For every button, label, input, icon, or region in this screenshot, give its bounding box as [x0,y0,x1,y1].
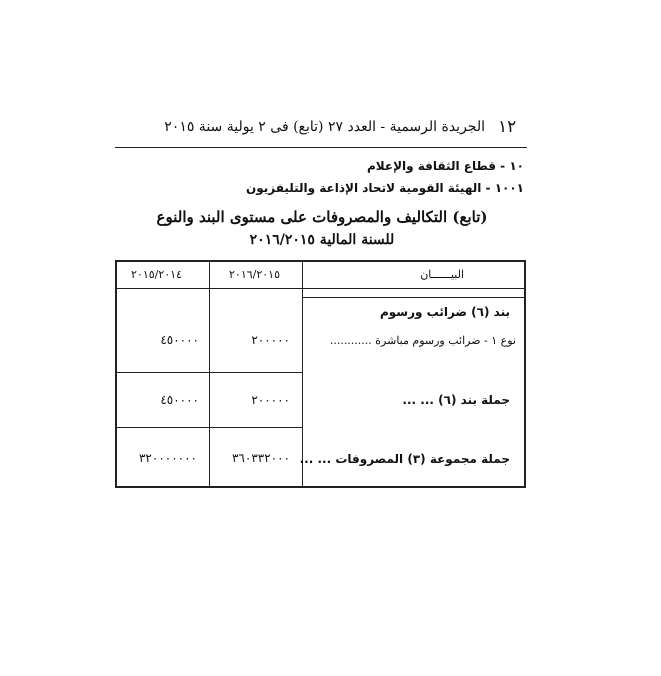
group-total-previous: ٣٢٠٠٠٠٠٠٠ [138,451,197,465]
expenditure-table [115,260,526,488]
page-number: ١٢ [498,117,517,137]
sector-heading: ١٠ - قطاع الثقافة والإعلام [366,159,524,173]
item-total-previous: ٤٥٠٠٠٠ [160,393,199,407]
item-heading: بند (٦) ضرائب ورسوم [379,305,510,319]
running-title: الجريدة الرسمية - العدد ٢٧ (تابع) فى ٢ يولية سنة ٢٠١٥ [164,119,485,135]
row-rule [117,427,303,428]
row-value-previous: ٤٥٠٠٠٠ [160,333,199,347]
column-divider [209,262,210,486]
row-label: نوع ١ - ضرائب ورسوم مباشرة ............ [329,334,516,347]
item-total-current: ٢٠٠٠٠٠ [251,393,290,407]
header-rule [115,147,527,148]
column-header-previous-year: ٢٠١٥/٢٠١٤ [131,268,182,281]
table-title: (تابع) التكاليف والمصروفات على مستوى البند والنوع [156,208,488,226]
column-header-current-year: ٢٠١٦/٢٠١٥ [229,268,280,281]
authority-heading: ١٠٠١ - الهيئة القومية لاتحاد الإذاعة والتليفزيون [245,181,524,195]
row-rule [117,372,303,373]
header-row-rule [117,288,524,289]
row-rule [302,297,524,298]
fiscal-year-subtitle: للسنة المالية ٢٠١٦/٢٠١٥ [249,232,395,248]
column-header-description: البيــــــان [420,268,464,281]
group-total-current: ٣٦٠٣٣٢٠٠٠ [231,451,290,465]
item-total-label: جملة بند (٦) ... ... [402,393,510,407]
group-total-label: جملة مجموعة (٣) المصروفات ... ... [299,452,510,466]
row-value-current: ٢٠٠٠٠٠ [251,333,290,347]
